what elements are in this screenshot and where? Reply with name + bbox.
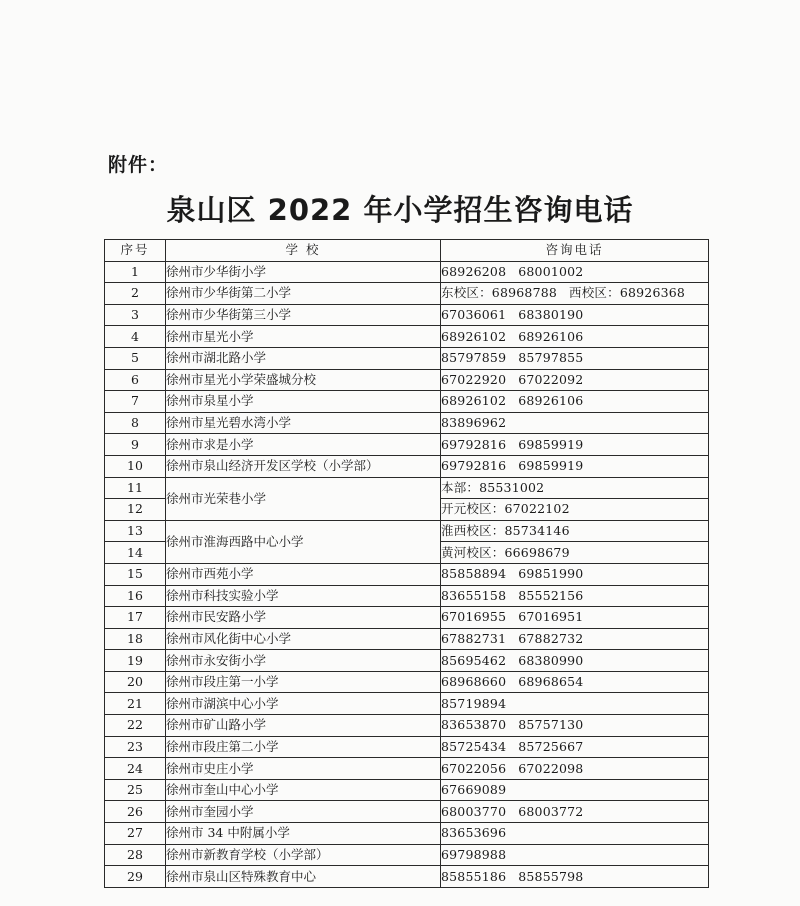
table-row (105, 779, 709, 801)
row-number: 21 (105, 693, 166, 715)
row-number: 18 (105, 628, 166, 650)
school-name: 徐州市 34 中附属小学 (166, 823, 441, 845)
row-number: 6 (105, 369, 166, 391)
phone-number: 85855798 (518, 868, 584, 884)
phone-number: 67016955 (441, 609, 507, 625)
phone-number: 85797855 (518, 350, 584, 366)
table-row (105, 455, 709, 477)
school-name: 徐州市新教育学校（小学部） (166, 844, 441, 866)
table-row (105, 520, 709, 542)
row-number: 15 (105, 563, 166, 585)
phone-number: 68926102 (441, 328, 507, 344)
row-number: 3 (105, 304, 166, 326)
school-name: 徐州市湖滨中心小学 (166, 693, 441, 715)
school-name: 徐州市科技实验小学 (166, 585, 441, 607)
phone-number: 69798988 (441, 846, 507, 862)
phone-number: 68968660 (441, 674, 507, 690)
row-number: 14 (105, 542, 166, 564)
table-row (105, 844, 709, 866)
phone-number: 67022098 (518, 760, 584, 776)
table-row (105, 412, 709, 434)
phone-number: 83896962 (441, 415, 507, 431)
table-row (105, 866, 709, 888)
row-number: 7 (105, 391, 166, 413)
phone-number: 67022092 (518, 371, 584, 387)
phone-number: 85797859 (441, 350, 507, 366)
row-number: 19 (105, 650, 166, 672)
row-number: 27 (105, 823, 166, 845)
phone-numbers (441, 563, 709, 585)
school-name: 徐州市风化街中心小学 (166, 628, 441, 650)
row-number: 20 (105, 671, 166, 693)
table-row (105, 563, 709, 585)
row-number: 1 (105, 261, 166, 283)
school-name: 徐州市泉山经济开发区学校（小学部） (166, 455, 441, 477)
phone-numbers (441, 607, 709, 629)
table-body (105, 240, 709, 888)
table-row (105, 283, 709, 305)
phone-number: 68926102 (441, 393, 507, 409)
phone-number: 85858894 (441, 566, 507, 582)
phone-number: 67669089 (441, 782, 507, 798)
phone-number: 淮西校区：85734146 (441, 523, 570, 539)
phone-number: 67022056 (441, 760, 507, 776)
table-row (105, 434, 709, 456)
phone-numbers (441, 304, 709, 326)
row-number: 12 (105, 499, 166, 521)
school-name: 徐州市少华街小学 (166, 261, 441, 283)
phone-numbers (441, 801, 709, 823)
table-row (105, 369, 709, 391)
phone-numbers (441, 434, 709, 456)
table-row (105, 671, 709, 693)
phone-number: 68380190 (518, 307, 584, 323)
phone-number: 67016951 (518, 609, 584, 625)
phone-number: 69851990 (518, 566, 584, 582)
phone-number: 本部：85531002 (441, 479, 545, 495)
phone-numbers (441, 347, 709, 369)
phone-numbers (441, 520, 709, 542)
phone-number: 85757130 (518, 717, 584, 733)
phone-numbers (441, 261, 709, 283)
phone-number: 83653696 (441, 825, 507, 841)
page-title: 泉山区 2022 年小学招生咨询电话 (166, 193, 634, 227)
column-header-school: 学 校 (166, 240, 441, 262)
phone-numbers (441, 455, 709, 477)
column-header-phone: 咨询电话 (441, 240, 709, 262)
school-name: 徐州市少华街第二小学 (166, 283, 441, 305)
phone-number: 68001002 (518, 263, 584, 279)
phone-number: 67882731 (441, 630, 507, 646)
row-number: 13 (105, 520, 166, 542)
table-row (105, 326, 709, 348)
table-row (105, 736, 709, 758)
table-row (105, 650, 709, 672)
phone-number: 85855186 (441, 868, 507, 884)
school-name: 徐州市泉山区特殊教育中心 (166, 866, 441, 888)
row-number: 28 (105, 844, 166, 866)
row-number: 29 (105, 866, 166, 888)
phone-numbers (441, 779, 709, 801)
school-name: 徐州市段庄第一小学 (166, 671, 441, 693)
table-row (105, 261, 709, 283)
row-number: 11 (105, 477, 166, 499)
school-name: 徐州市求是小学 (166, 434, 441, 456)
phone-numbers (441, 326, 709, 348)
phone-number: 68926106 (518, 328, 584, 344)
table-row (105, 628, 709, 650)
phone-number: 67882732 (518, 630, 584, 646)
phone-number: 83653870 (441, 717, 507, 733)
column-header-number: 序号 (105, 240, 166, 262)
phone-numbers (441, 823, 709, 845)
row-number: 16 (105, 585, 166, 607)
attachment-label: 附件： (108, 154, 169, 176)
phone-numbers (441, 671, 709, 693)
table-row (105, 693, 709, 715)
phone-number: 69859919 (518, 458, 584, 474)
table-row (105, 758, 709, 780)
school-name: 徐州市西苑小学 (166, 563, 441, 585)
row-number: 5 (105, 347, 166, 369)
phone-numbers (441, 758, 709, 780)
school-name: 徐州市星光小学荣盛城分校 (166, 369, 441, 391)
phone-numbers (441, 736, 709, 758)
row-number: 10 (105, 455, 166, 477)
table-row (105, 477, 709, 499)
row-number: 22 (105, 715, 166, 737)
row-number: 2 (105, 283, 166, 305)
phone-number: 85719894 (441, 695, 507, 711)
school-name: 徐州市星光碧水湾小学 (166, 412, 441, 434)
table-row (105, 585, 709, 607)
row-number: 24 (105, 758, 166, 780)
row-number: 17 (105, 607, 166, 629)
phone-number: 68003772 (518, 803, 584, 819)
school-name: 徐州市泉星小学 (166, 391, 441, 413)
phone-number: 黄河校区：66698679 (441, 544, 570, 560)
school-name: 徐州市民安路小学 (166, 607, 441, 629)
row-number: 8 (105, 412, 166, 434)
table-row (105, 801, 709, 823)
row-number: 26 (105, 801, 166, 823)
phone-numbers (441, 866, 709, 888)
phone-numbers (441, 715, 709, 737)
row-number: 9 (105, 434, 166, 456)
school-name: 徐州市史庄小学 (166, 758, 441, 780)
phone-numbers (441, 391, 709, 413)
phone-numbers (441, 283, 709, 305)
school-name: 徐州市矿山路小学 (166, 715, 441, 737)
phone-numbers (441, 844, 709, 866)
row-number: 23 (105, 736, 166, 758)
row-number: 25 (105, 779, 166, 801)
school-name: 徐州市奎山中心小学 (166, 779, 441, 801)
phone-number: 西校区：68926368 (569, 285, 686, 301)
phone-number: 开元校区：67022102 (441, 501, 570, 517)
table-row (105, 347, 709, 369)
school-name: 徐州市段庄第二小学 (166, 736, 441, 758)
table-row (105, 304, 709, 326)
phone-number: 69792816 (441, 436, 507, 452)
phone-number: 东校区：68968788 (441, 285, 558, 301)
table-row (105, 391, 709, 413)
phone-number: 68926106 (518, 393, 584, 409)
phone-number: 83655158 (441, 587, 507, 603)
phone-number: 69792816 (441, 458, 507, 474)
phone-numbers (441, 499, 709, 521)
phone-numbers (441, 412, 709, 434)
phone-numbers (441, 650, 709, 672)
table-row (105, 607, 709, 629)
school-name: 徐州市湖北路小学 (166, 347, 441, 369)
phone-numbers (441, 477, 709, 499)
school-name: 徐州市淮海西路中心小学 (166, 520, 441, 563)
phone-numbers (441, 369, 709, 391)
phone-number: 85725667 (518, 738, 584, 754)
school-name: 徐州市奎园小学 (166, 801, 441, 823)
phone-numbers (441, 542, 709, 564)
table-header-row (105, 240, 709, 262)
school-name: 徐州市永安街小学 (166, 650, 441, 672)
school-name: 徐州市少华街第三小学 (166, 304, 441, 326)
phone-number: 68003770 (441, 803, 507, 819)
phone-table (104, 239, 709, 888)
phone-number: 67036061 (441, 307, 507, 323)
phone-number: 67022920 (441, 371, 507, 387)
row-number: 4 (105, 326, 166, 348)
phone-number: 85552156 (518, 587, 584, 603)
phone-number: 85695462 (441, 652, 507, 668)
phone-number: 68968654 (518, 674, 584, 690)
phone-numbers (441, 693, 709, 715)
school-name: 徐州市星光小学 (166, 326, 441, 348)
phone-number: 69859919 (518, 436, 584, 452)
table-row (105, 823, 709, 845)
phone-numbers (441, 628, 709, 650)
phone-number: 68926208 (441, 263, 507, 279)
table-row (105, 715, 709, 737)
phone-numbers (441, 585, 709, 607)
phone-number: 85725434 (441, 738, 507, 754)
phone-number: 68380990 (518, 652, 584, 668)
school-name: 徐州市光荣巷小学 (166, 477, 441, 520)
